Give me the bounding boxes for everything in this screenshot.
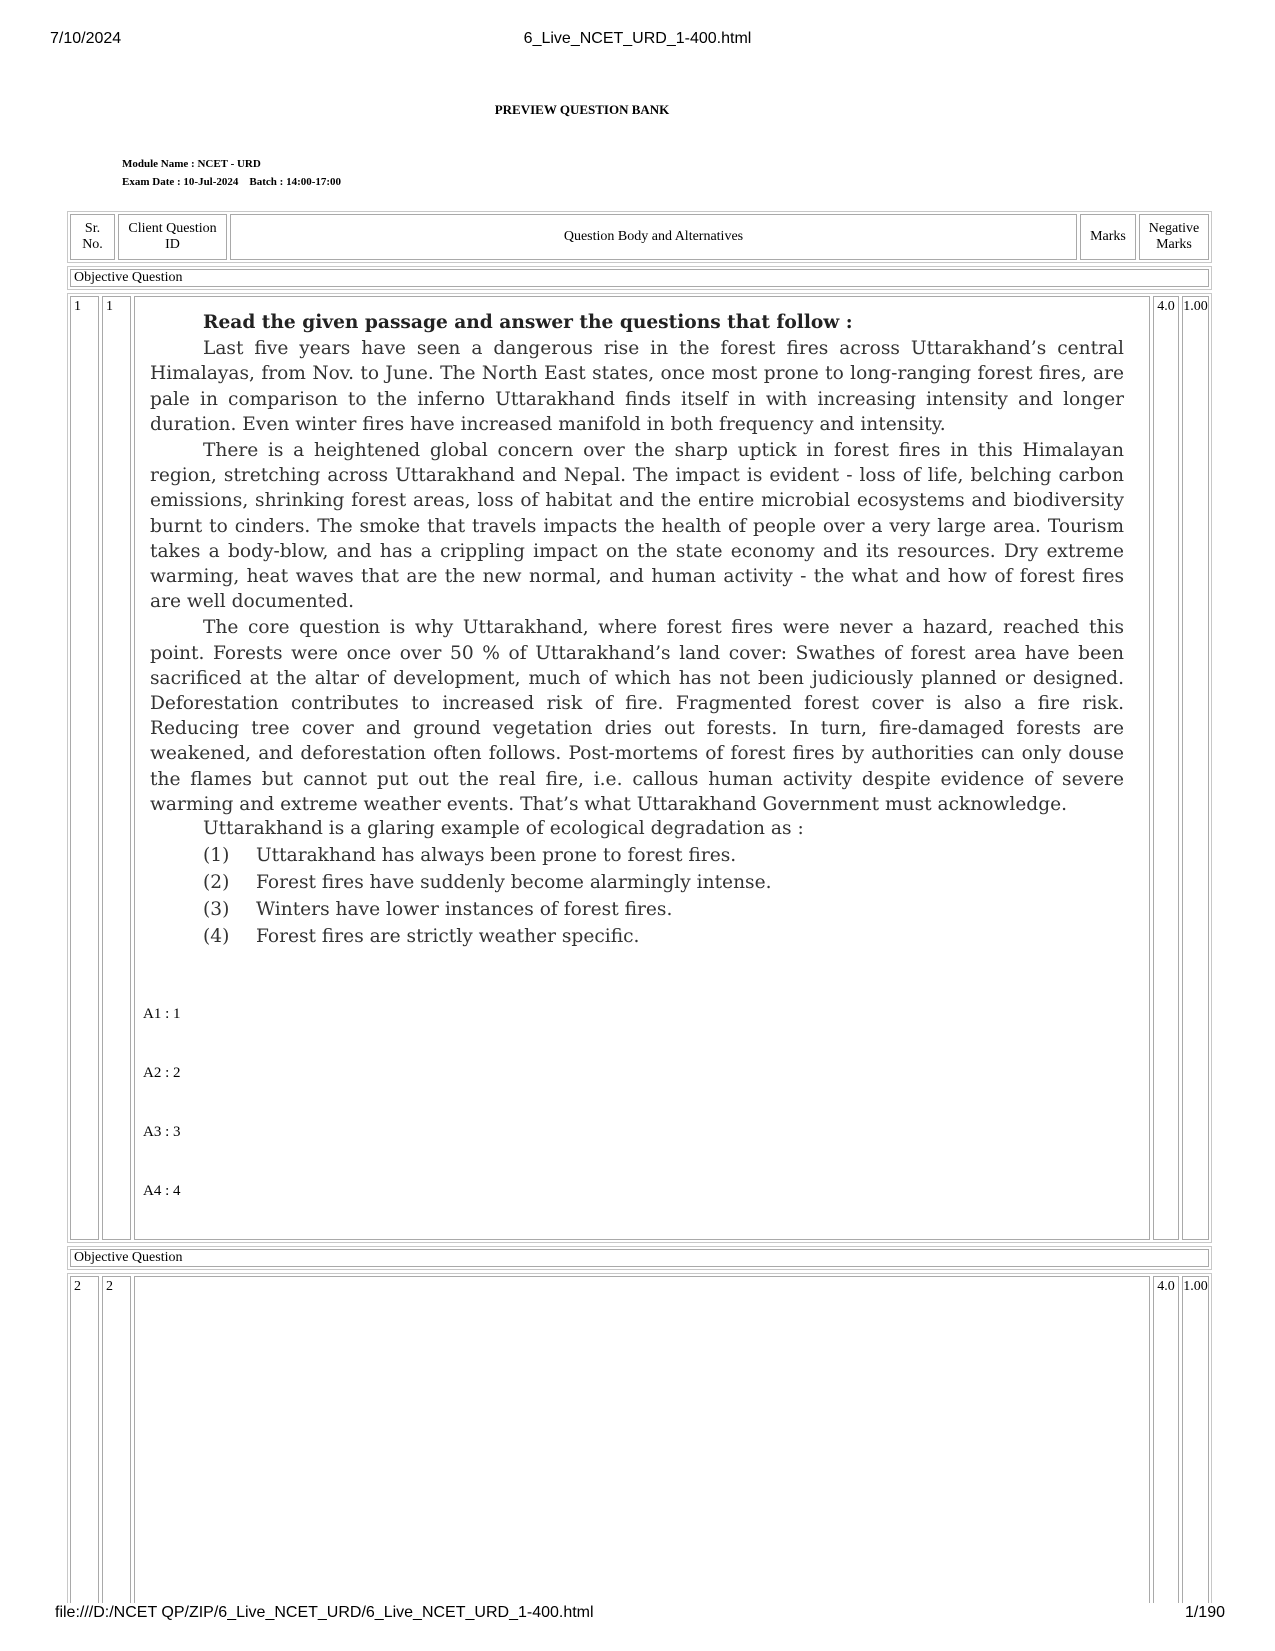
- section-label: Objective Question: [70, 269, 1209, 287]
- passage-heading: Read the given passage and answer the questions that follow :: [203, 312, 853, 333]
- passage: [150, 310, 1124, 818]
- header-negative-line2: Marks: [1156, 237, 1192, 252]
- question-client-id: 1: [102, 296, 131, 1240]
- answer-key-4: A4 : 4: [143, 1183, 181, 1199]
- header-client-question-id: [118, 214, 227, 260]
- question-negative-marks: 1.00: [1182, 296, 1209, 1240]
- passage-paragraph: Last five years have seen a dangerous rise in the forest fires across Uttarakhand’s central Himalayas, from Nov. to June. The North East states, once most prone to long-ranging forest fires, are pale in comparison to the inferno Uttarakhand finds itself in with increasing intensity and longer duration. Even winter fires have increased manifold in both frequency and intensity.: [150, 338, 1124, 435]
- question-sr-no: 1: [70, 296, 99, 1240]
- option-number: (4): [203, 926, 230, 947]
- passage-paragraph: The core question is why Uttarakhand, where forest fires were never a hazard, reached this point. Forests were once over 50 % of Uttarakhand’s land cover: Swathes of forest area have been sacrificed at the altar of development, much of which has not been judiciously planned or designed. Deforestation contributes to increased risk of fire. Fragmented forest cover is also a fire risk. Reducing tree cover and ground vegetation dries out forests. In turn, fire-damaged forests are weakened, and deforestation often follows. Post-mortems of forest fires by authorities can only douse the flames but cannot put out the real fire, i.e. callous human activity despite evidence of severe warming and extreme weather events. That’s what Uttarakhand Government must acknowledge.: [150, 617, 1124, 815]
- question-marks: 4.0: [1153, 296, 1179, 1240]
- option-number: (3): [203, 899, 230, 920]
- question-marks: 4.0: [1153, 1276, 1179, 1603]
- option-3: [203, 896, 1123, 923]
- module-name: Module Name : NCET - URD: [122, 158, 261, 170]
- question-sr-no: 2: [70, 1276, 99, 1603]
- exam-date-batch: [122, 176, 341, 188]
- print-page-number: 1/190: [1184, 1604, 1225, 1621]
- option-4: [203, 923, 1123, 950]
- header-negative-line1: Negative: [1148, 221, 1200, 236]
- header-sr-no-line1: Sr.: [84, 221, 101, 236]
- answer-key-3: A3 : 3: [143, 1124, 181, 1140]
- header-marks: Marks: [1080, 214, 1136, 260]
- header-negative-marks: [1139, 214, 1209, 260]
- question-body: [134, 1276, 1150, 1603]
- question-negative-marks: 1.00: [1182, 1276, 1209, 1603]
- batch: Batch : 14:00-17:00: [249, 176, 342, 188]
- option-text: Forest fires are strictly weather specific.: [256, 926, 640, 947]
- question-stem: Uttarakhand is a glaring example of ecological degradation as :: [203, 818, 804, 839]
- print-date: 7/10/2024: [50, 30, 122, 47]
- option-1: [203, 842, 1123, 869]
- print-filename: 6_Live_NCET_URD_1-400.html: [523, 30, 752, 47]
- exam-date: Exam Date : 10-Jul-2024: [122, 176, 239, 188]
- question-body: [134, 296, 1150, 1240]
- print-file-path: file:///D:/NCET QP/ZIP/6_Live_NCET_URD/6_Live_NCET_URD_1-400.html: [55, 1604, 594, 1621]
- section-label: Objective Question: [70, 1249, 1209, 1267]
- option-2: [203, 869, 1123, 896]
- answer-key-2: A2 : 2: [143, 1065, 181, 1081]
- page-title: PREVIEW QUESTION BANK: [494, 102, 670, 117]
- passage-paragraph: There is a heightened global concern over the sharp uptick in forest fires in this Himalayan region, stretching across Uttarakhand and Nepal. The impact is evident - loss of life, belching carbon emissions, shrinking forest areas, loss of habitat and the entire microbial ecosystems and biodiversity burnt to cinders. The smoke that travels impacts the health of people over a very large area. Tourism takes a body-blow, and has a crippling impact on the state economy and its resources. Dry extreme warming, heat waves that are the new normal, and human activity - the what and how of forest fires are well documented.: [150, 440, 1124, 613]
- option-text: Forest fires have suddenly become alarmingly intense.: [256, 872, 772, 893]
- option-number: (2): [203, 872, 230, 893]
- question-stem-block: [203, 815, 1123, 950]
- option-text: Uttarakhand has always been prone to forest fires.: [256, 845, 737, 866]
- option-text: Winters have lower instances of forest fires.: [256, 899, 673, 920]
- header-client-qid-line1: Client Question: [128, 221, 217, 236]
- header-sr-no: [70, 214, 115, 260]
- header-client-qid-line2: ID: [165, 237, 180, 252]
- header-question-body: Question Body and Alternatives: [230, 214, 1077, 260]
- question-client-id: 2: [102, 1276, 131, 1603]
- answer-key-1: A1 : 1: [143, 1006, 181, 1022]
- option-number: (1): [203, 845, 230, 866]
- header-sr-no-line2: No.: [82, 237, 103, 252]
